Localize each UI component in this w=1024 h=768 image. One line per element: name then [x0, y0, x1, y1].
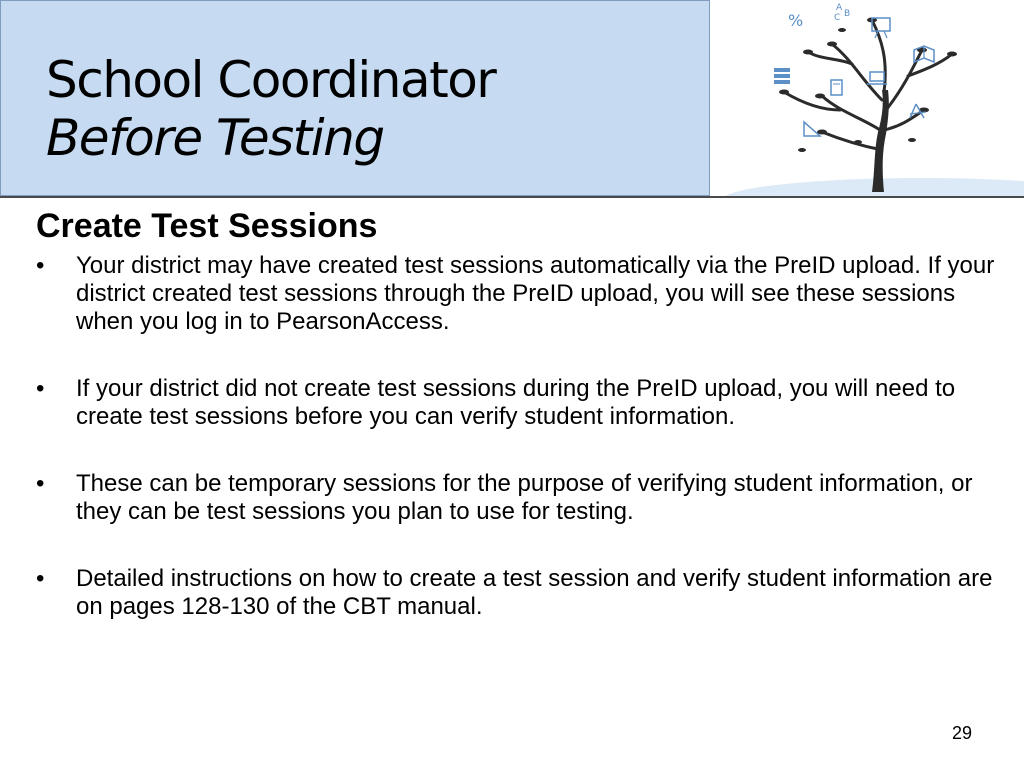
percent-icon: % [788, 11, 804, 30]
abc-icon-a: A [836, 3, 843, 13]
tree-trunk [872, 90, 889, 192]
bullet-item [36, 252, 996, 336]
tree-logo-icon [712, 0, 1024, 196]
bullet-text: If your district did not create test sessions during the PreID upload, you will need to create test sessions before you can verify student information. [76, 375, 956, 430]
header-divider [0, 196, 1024, 198]
bullet-text: Detailed instructions on how to create a test session and verify student information are on pages 128-130 of the CBT manual. [76, 565, 993, 620]
stacked-books-icon [774, 68, 790, 84]
slide-subtitle: Before Testing [46, 109, 384, 167]
bullet-item [36, 565, 996, 621]
triangle-ruler-icon [804, 122, 820, 136]
calculator-icon [831, 80, 842, 95]
bullet-marker: • [36, 565, 45, 592]
bullet-text: Your district may have created test sessions automatically via the PreID upload. If your district created test sessions through the PreID upload, you will see these sessions when you log in to PearsonAccess. [76, 252, 995, 335]
bullet-text: These can be temporary sessions for the purpose of verifying student information, or they can be test sessions you plan to use for testing. [76, 470, 973, 525]
tree-branches [784, 20, 952, 150]
abc-icon-b: B [844, 9, 851, 19]
page-number: 29 [951, 723, 972, 743]
bullet-item [36, 375, 996, 431]
bullet-list [36, 252, 996, 660]
bullet-marker: • [36, 252, 45, 279]
bullet-item [36, 470, 996, 526]
bullet-marker: • [36, 470, 45, 497]
abc-icon-c: C [834, 13, 841, 23]
bullet-marker: • [36, 375, 45, 402]
slide-title: School Coordinator [46, 51, 496, 109]
section-heading: Create Test Sessions [36, 207, 378, 245]
